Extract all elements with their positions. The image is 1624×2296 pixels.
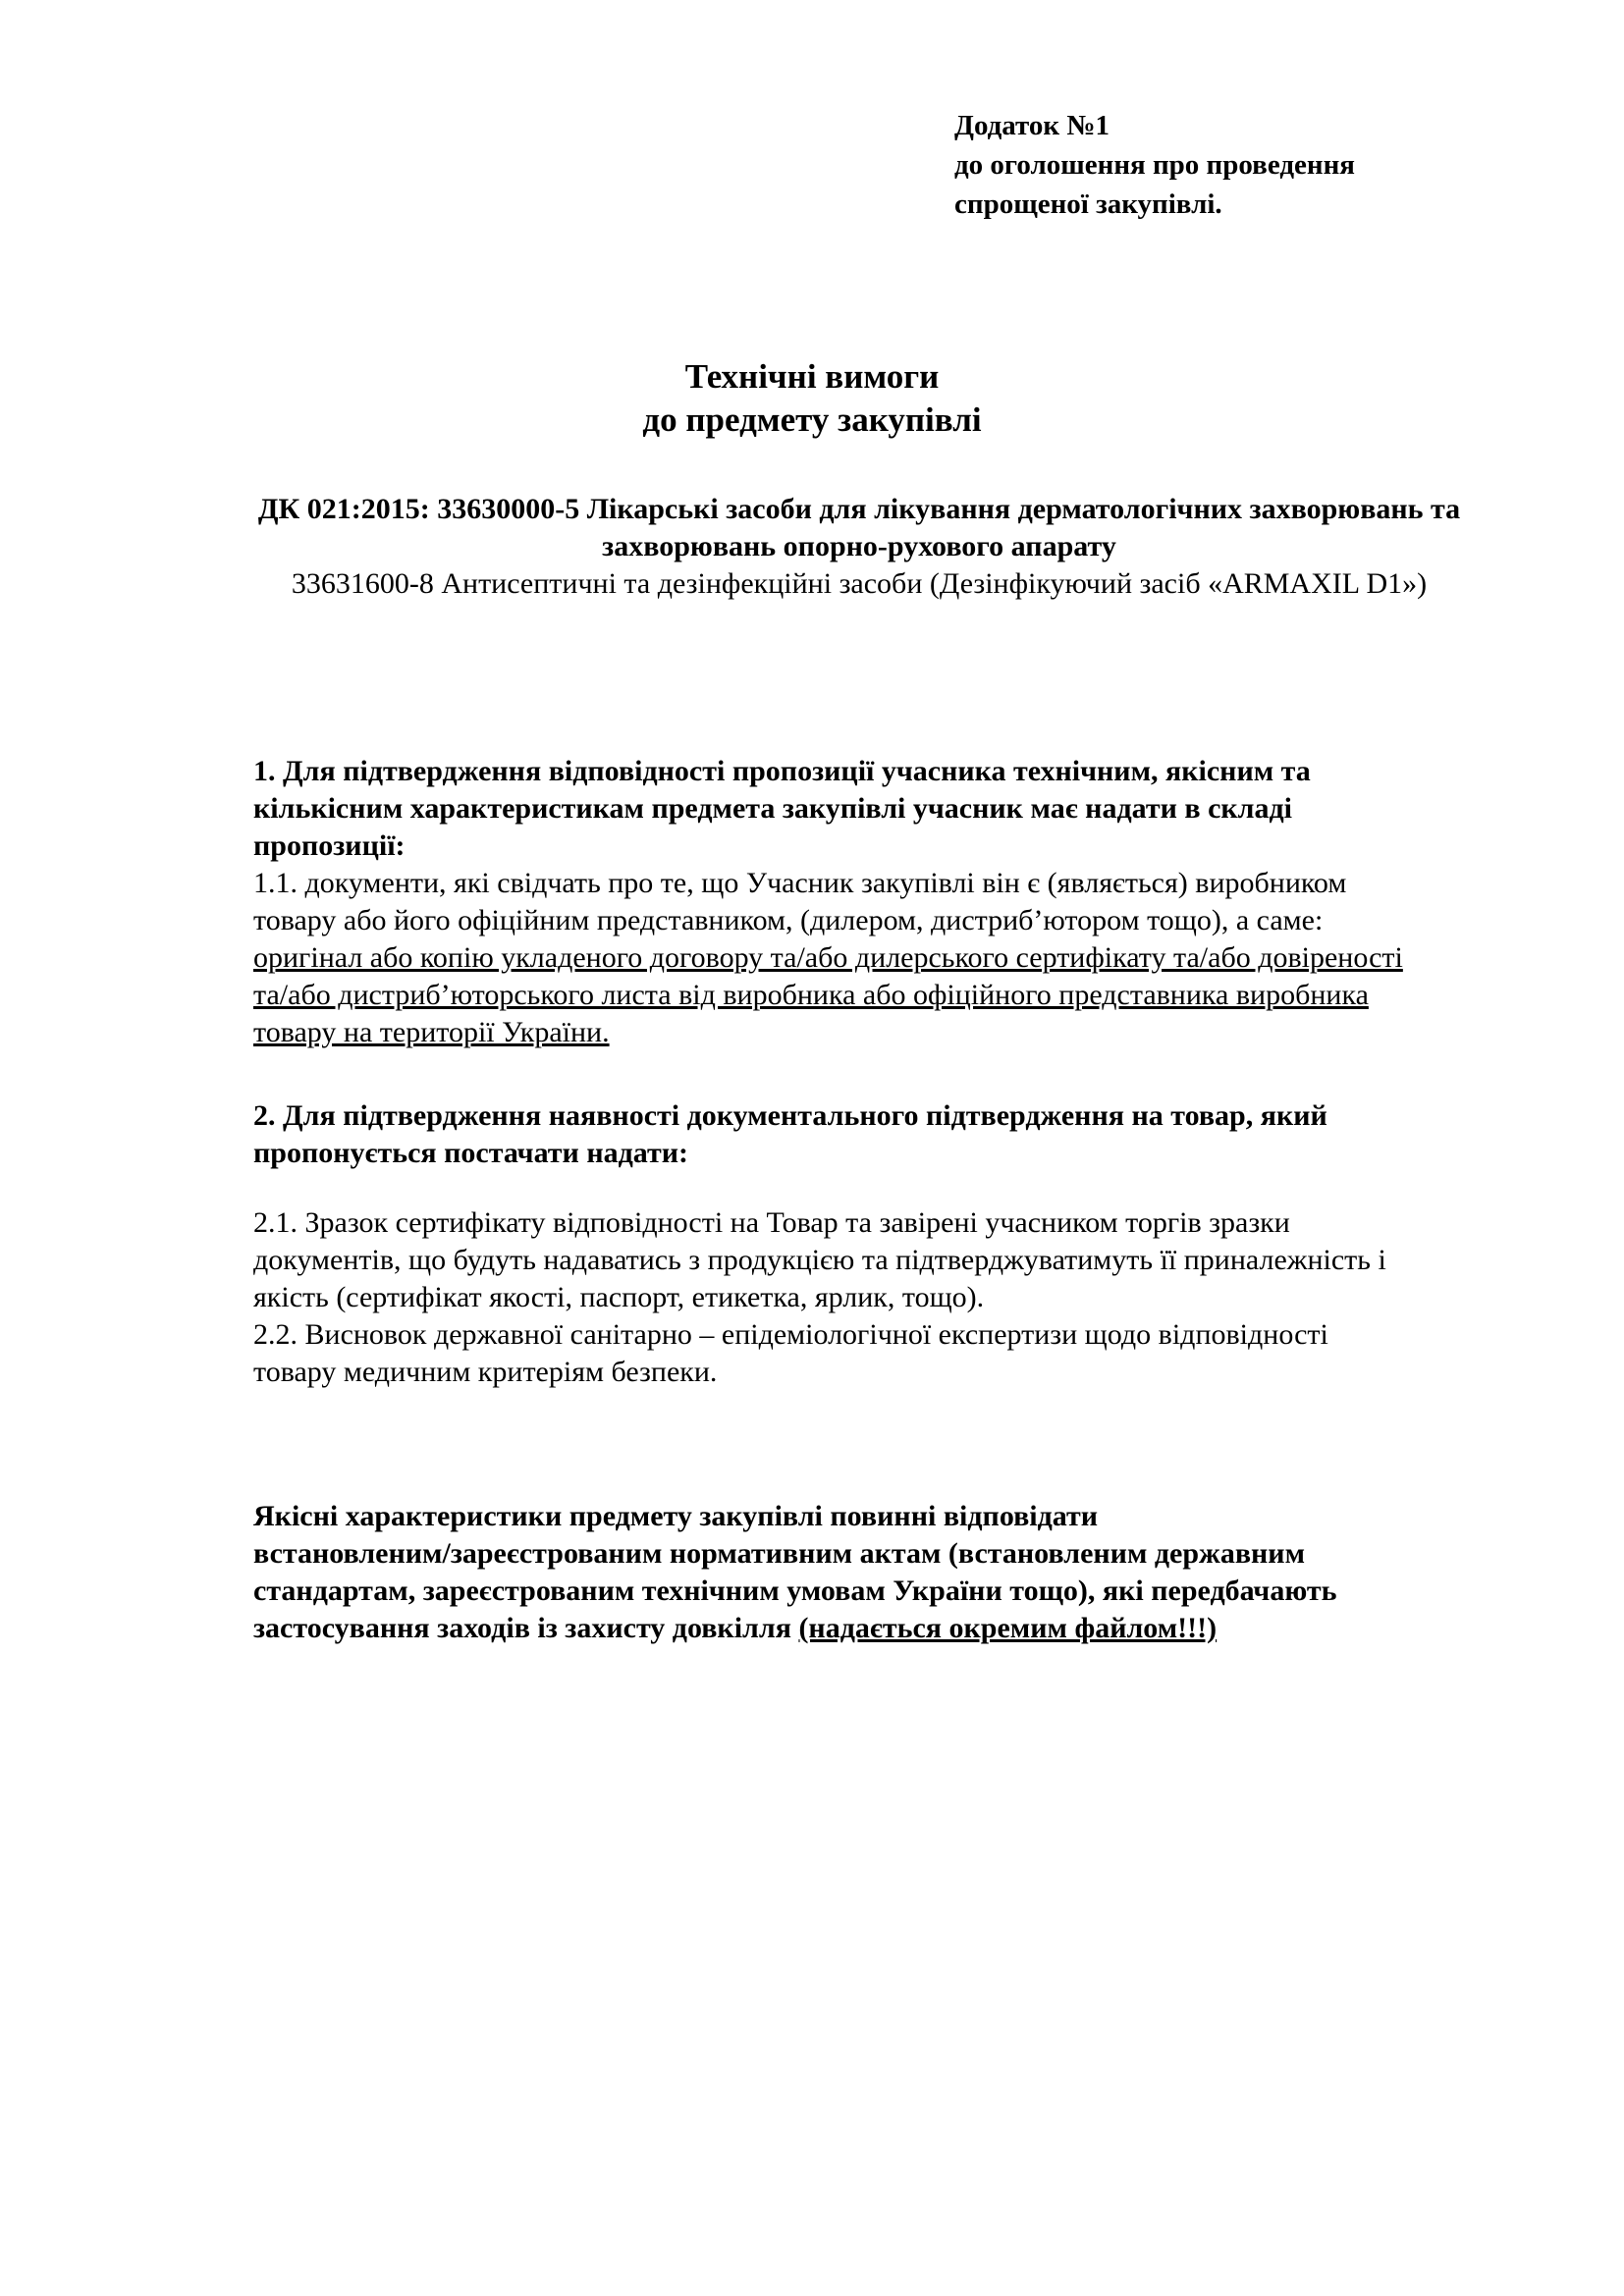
section-1-heading-line: кількісним характеристикам предмета закупівлі учасник має надати в складі [253, 792, 1293, 825]
dk-line [157, 491, 1561, 528]
title-line: Технічні вимоги [684, 357, 940, 396]
annex-note [954, 106, 1355, 224]
section-1 [253, 753, 1559, 1051]
title-line: до предмету закупівлі [642, 400, 982, 439]
section-2-items [253, 1204, 1559, 1391]
dk-classification [157, 491, 1561, 603]
section-1-item-line: товару або його офіційним представником, (дилером, дистриб’ютором тощо), а саме: [253, 904, 1324, 936]
section-2-item-line: якість (сертифікат якості, паспорт, етикетка, ярлик, тощо). [253, 1281, 985, 1313]
section-1-heading-line: 1. Для підтвердження відповідності пропозиції учасника технічним, якісним та [253, 755, 1311, 787]
section-2-item-line: 2.1. Зразок сертифікату відповідності на Товар та завірені учасником торгів зразки [253, 1206, 1290, 1239]
dk-code: ДК 021:2015: 33630000-5 [257, 493, 580, 525]
section-2-heading-line: 2. Для підтвердження наявності документального підтвердження на товар, який [253, 1099, 1327, 1132]
section-1-item-line: 1.1. документи, які свідчать про те, що Учасник закупівлі він є (являється) виробником [253, 867, 1347, 899]
section-3-last-text: застосування заходів із захисту довкілля [253, 1612, 799, 1644]
section-1-heading-line: пропозиції: [253, 829, 406, 862]
document-title [0, 355, 1624, 442]
annex-line: до оголошення про проведення [954, 149, 1355, 181]
dk-name: Лікарські засоби для лікування дерматологічних захворювань та [579, 493, 1461, 525]
section-2-heading-line: пропонується постачати надати: [253, 1137, 689, 1169]
section-1-underlined-line: товару на території України. [253, 1016, 610, 1048]
dk-name-line2: захворювань опорно-рухового апарату [602, 530, 1116, 562]
section-3-line: стандартам, зареєстрованим технічним умовам України тощо), які передбачають [253, 1575, 1337, 1607]
section-2-item-line: документів, що будуть надаватись з продукцією та підтверджуватимуть її приналежність і [253, 1244, 1386, 1276]
section-2-heading [253, 1097, 1559, 1172]
annex-line: Додаток №1 [954, 110, 1110, 141]
section-2-item-line: товару медичним критеріям безпеки. [253, 1356, 718, 1388]
separate-file-note: (надається окремим файлом!!!) [798, 1612, 1218, 1644]
section-3-quality [253, 1498, 1559, 1647]
section-1-underlined-line: та/або дистриб’юторського листа від виробника або офіційного представника виробника [253, 979, 1369, 1011]
section-3-last-line [253, 1610, 1559, 1647]
section-3-line: встановленим/зареєстрованим нормативним актам (встановленим державним [253, 1537, 1306, 1570]
dk-subcode: 33631600-8 Антисептичні та дезінфекційні засоби (Дезінфікуючий засіб «ARMAXIL D1») [291, 567, 1428, 600]
annex-line: спрощеної закупівлі. [954, 188, 1222, 220]
section-3-line: Якісні характеристики предмету закупівлі повинні відповідати [253, 1500, 1099, 1532]
section-1-underlined-line: оригінал або копію укладеного договору та/або дилерського сертифікату та/або довіреності [253, 941, 1403, 974]
section-2-item-line: 2.2. Висновок державної санітарно – епідеміологічної експертизи щодо відповідності [253, 1318, 1328, 1351]
